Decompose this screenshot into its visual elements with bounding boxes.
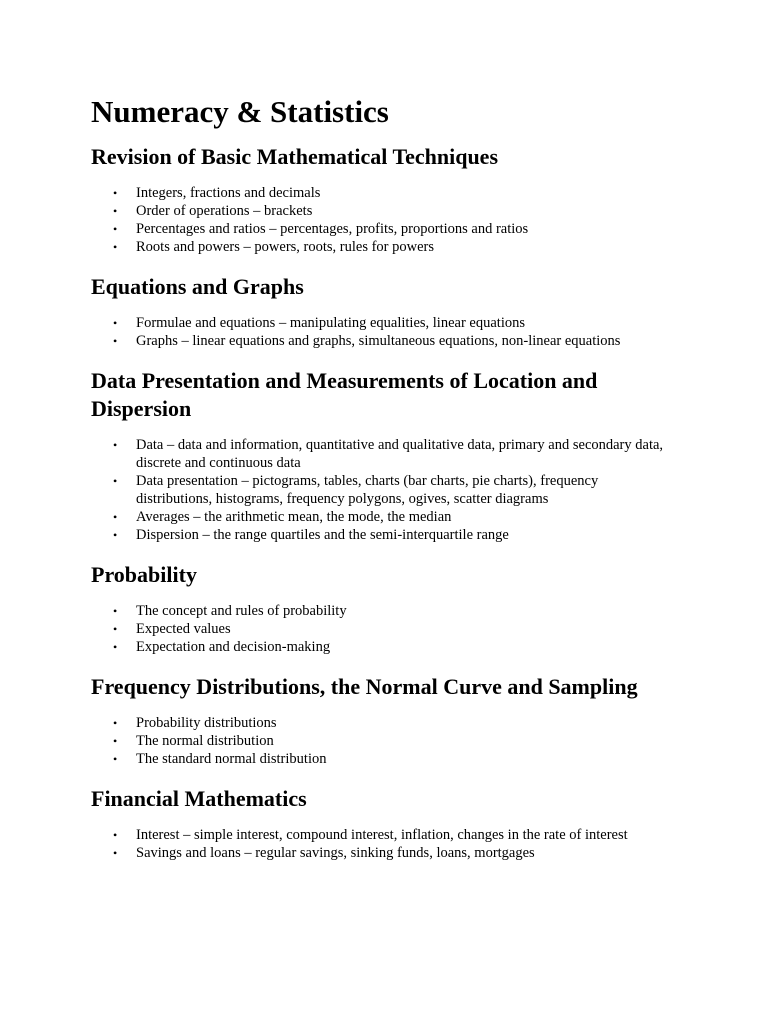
- list-item: • Percentages and ratios – percentages, profits, proportions and ratios: [136, 220, 671, 238]
- section-heading: Equations and Graphs: [91, 274, 304, 299]
- list-item: • Interest – simple interest, compound interest, inflation, changes in the rate of interest: [136, 826, 671, 844]
- list-item: • Data – data and information, quantitative and qualitative data, primary and secondary data, discrete and continuous data: [136, 436, 671, 472]
- list-item: • The standard normal distribution: [136, 750, 671, 768]
- section-heading: Financial Mathematics: [91, 786, 307, 811]
- bullet-list: [91, 314, 671, 350]
- bullet-list: [91, 184, 671, 256]
- document-title: Numeracy & Statistics: [91, 94, 389, 129]
- section-probability: [91, 561, 671, 656]
- list-item: • Data presentation – pictograms, tables, charts (bar charts, pie charts), frequency distributions, histograms, frequency polygons, ogives, scatter diagrams: [136, 472, 671, 508]
- section-heading: Data Presentation and Measurements of Location and Dispersion: [91, 368, 598, 421]
- list-item: • Averages – the arithmetic mean, the mode, the median: [136, 508, 671, 526]
- section-heading: Frequency Distributions, the Normal Curve and Sampling: [91, 674, 638, 699]
- list-item: • Probability distributions: [136, 714, 671, 732]
- list-item: • Dispersion – the range quartiles and the semi-interquartile range: [136, 526, 671, 544]
- list-item: • The normal distribution: [136, 732, 671, 750]
- list-item: • Graphs – linear equations and graphs, simultaneous equations, non-linear equations: [136, 332, 671, 350]
- list-item: • Formulae and equations – manipulating equalities, linear equations: [136, 314, 671, 332]
- list-item: • Expected values: [136, 620, 671, 638]
- bullet-list: [91, 714, 671, 768]
- bullet-list: [91, 436, 671, 544]
- section-equations-graphs: [91, 273, 671, 350]
- list-item: • Integers, fractions and decimals: [136, 184, 671, 202]
- list-item: • Roots and powers – powers, roots, rules for powers: [136, 238, 671, 256]
- list-item: • Savings and loans – regular savings, sinking funds, loans, mortgages: [136, 844, 671, 862]
- bullet-list: [91, 602, 671, 656]
- list-item: • Expectation and decision-making: [136, 638, 671, 656]
- section-frequency-distributions: [91, 673, 671, 768]
- document-page: [91, 94, 671, 879]
- section-basic-techniques: [91, 143, 671, 256]
- section-heading: Revision of Basic Mathematical Techniques: [91, 144, 499, 169]
- section-data-presentation: [91, 367, 671, 544]
- section-financial-mathematics: [91, 785, 671, 862]
- list-item: • Order of operations – brackets: [136, 202, 671, 220]
- bullet-list: [91, 826, 671, 862]
- section-heading: Probability: [91, 562, 197, 587]
- list-item: • The concept and rules of probability: [136, 602, 671, 620]
